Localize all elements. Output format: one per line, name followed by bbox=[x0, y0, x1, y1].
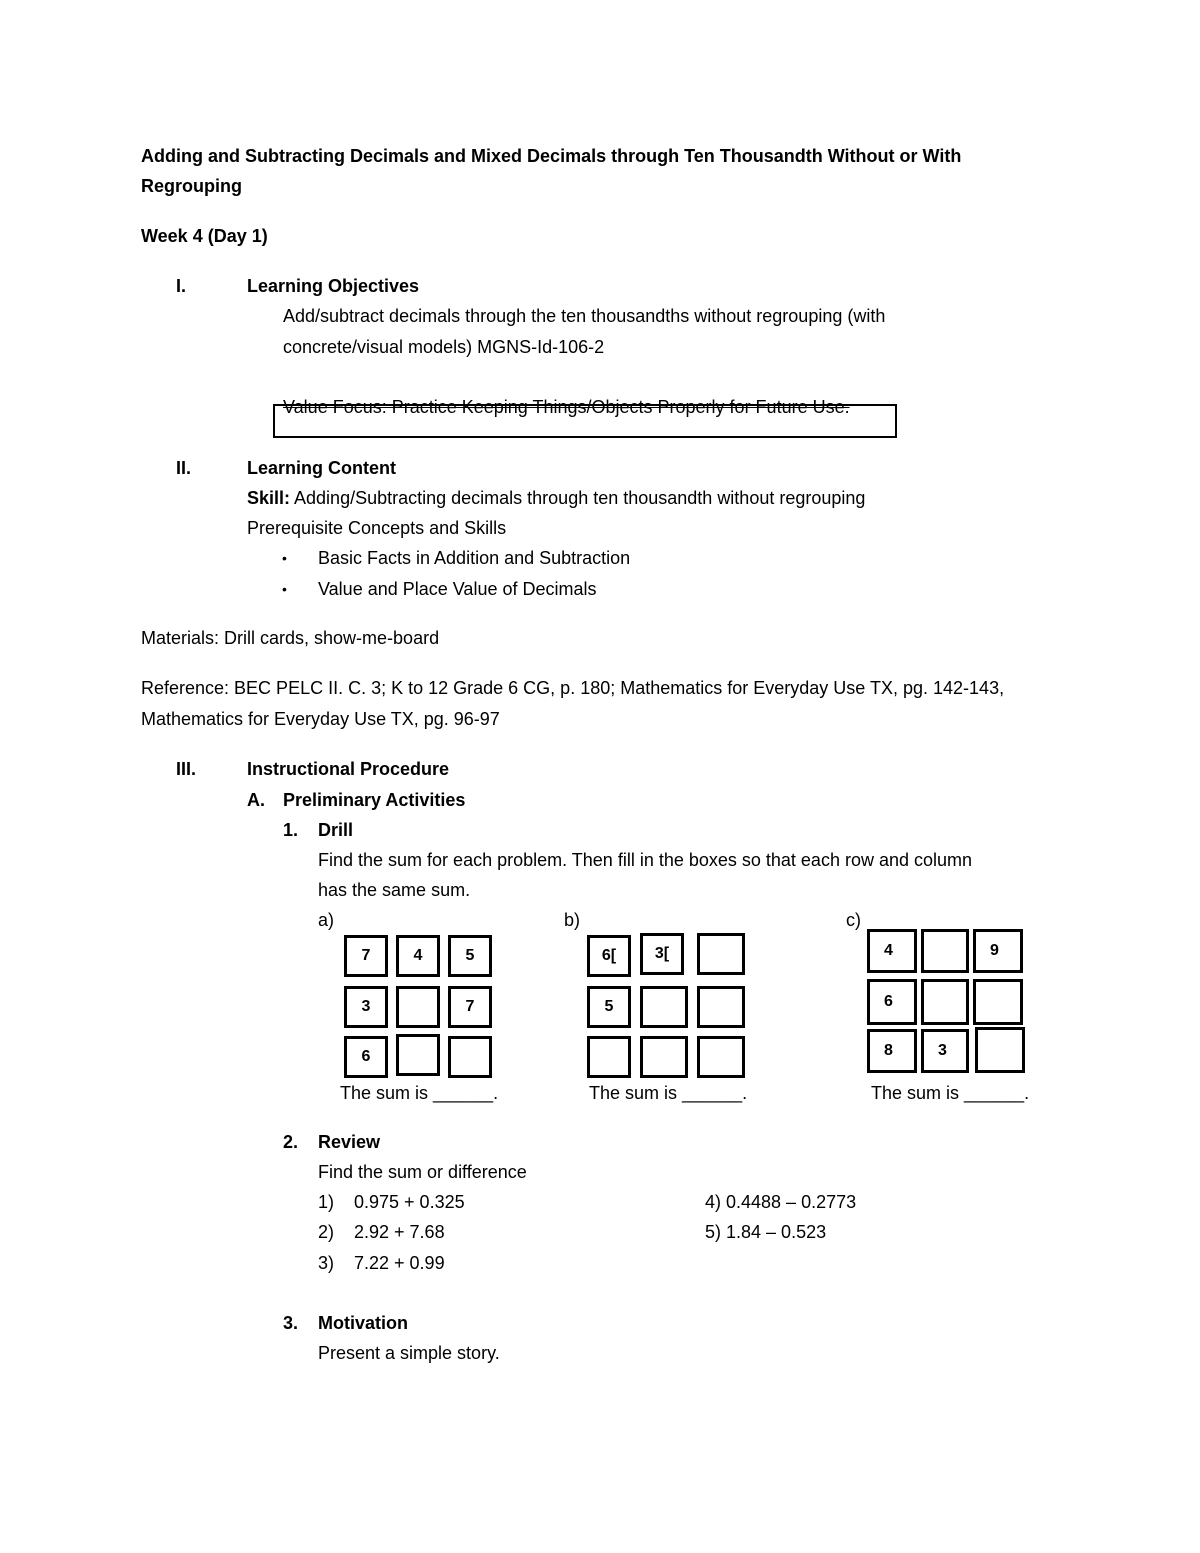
skill-text: Adding/Subtracting decimals through ten thousandth without regrouping bbox=[294, 488, 866, 508]
grid-c-sum: The sum is ______. bbox=[871, 1083, 1030, 1103]
review-item-right: 5) 1.84 – 0.523 bbox=[705, 1222, 827, 1242]
grid-b-cell bbox=[697, 933, 745, 975]
grid-b-label: b) bbox=[564, 910, 581, 930]
grid-a-cell: 5 bbox=[448, 935, 492, 977]
bullet-dot-icon: • bbox=[282, 581, 287, 597]
grid-b-cell bbox=[640, 986, 688, 1028]
materials-line: Materials: Drill cards, show-me-board bbox=[141, 628, 440, 648]
skill-label: Skill: bbox=[247, 488, 291, 508]
grid-c-cell: 8 bbox=[867, 1029, 917, 1073]
review-item-number: 1) bbox=[318, 1192, 335, 1212]
review-item-expression: 2.92 + 7.68 bbox=[354, 1222, 445, 1242]
grid-c-cell bbox=[921, 979, 969, 1025]
bullet-dot-icon: • bbox=[282, 550, 287, 566]
prerequisite-label: Prerequisite Concepts and Skills bbox=[247, 518, 507, 538]
skill-line bbox=[247, 483, 865, 513]
grid-a-cell: 6 bbox=[344, 1036, 388, 1078]
grid-a-cell bbox=[396, 986, 440, 1028]
grid-a-sum: The sum is ______. bbox=[340, 1083, 499, 1103]
grid-c-label: c) bbox=[846, 910, 861, 930]
review-label: Review bbox=[318, 1132, 381, 1152]
drill-label: Drill bbox=[318, 820, 354, 840]
grid-a-cell: 7 bbox=[344, 935, 388, 977]
drill-instruction-2: has the same sum. bbox=[318, 880, 471, 900]
grid-b-cell bbox=[697, 1036, 745, 1078]
bullet-item-1: Basic Facts in Addition and Subtraction bbox=[318, 548, 631, 568]
value-focus-text: Value Focus: Practice Keeping Things/Objects Properly for Future Use. bbox=[283, 397, 850, 417]
grid-c-cell: 4 bbox=[867, 929, 917, 973]
drill-instruction-1: Find the sum for each problem. Then fill in the boxes so that each row and column bbox=[318, 850, 973, 870]
grid-b-cell: 5 bbox=[587, 986, 631, 1028]
objective-line-1: Add/subtract decimals through the ten thousandths without regrouping (with bbox=[283, 306, 886, 326]
reference-line-2: Mathematics for Everyday Use TX, pg. 96-97 bbox=[141, 709, 500, 729]
review-item-number: 2) bbox=[318, 1222, 335, 1242]
grid-b-cell bbox=[640, 1036, 688, 1078]
review-item-right: 4) 0.4488 – 0.2773 bbox=[705, 1192, 857, 1212]
bullet-item-2: Value and Place Value of Decimals bbox=[318, 579, 597, 599]
section-3-number: III. bbox=[176, 759, 197, 779]
grid-c-cell: 3 bbox=[921, 1029, 969, 1073]
grid-a-label: a) bbox=[318, 910, 335, 930]
review-item-expression: 7.22 + 0.99 bbox=[354, 1253, 445, 1273]
grid-b-cell bbox=[587, 1036, 631, 1078]
review-number: 2. bbox=[283, 1132, 299, 1152]
grid-b-cell: 6[ bbox=[587, 935, 631, 977]
section-2-number: II. bbox=[176, 458, 192, 478]
grid-a-cell bbox=[396, 1034, 440, 1076]
grid-b-sum: The sum is ______. bbox=[589, 1083, 748, 1103]
review-instruction: Find the sum or difference bbox=[318, 1162, 527, 1182]
grid-b-cell: 3[ bbox=[640, 933, 684, 975]
motivation-number: 3. bbox=[283, 1313, 299, 1333]
drill-number: 1. bbox=[283, 820, 299, 840]
grid-c-cell bbox=[973, 979, 1023, 1025]
grid-a-cell: 7 bbox=[448, 986, 492, 1028]
subsection-a-label: Preliminary Activities bbox=[283, 790, 466, 810]
week-label: Week 4 (Day 1) bbox=[141, 226, 268, 246]
grid-c-cell: 6 bbox=[867, 979, 917, 1025]
review-item-number: 3) bbox=[318, 1253, 335, 1273]
section-1-number: I. bbox=[176, 276, 187, 296]
motivation-text: Present a simple story. bbox=[318, 1343, 500, 1363]
grid-c-cell bbox=[975, 1027, 1025, 1073]
grid-a-cell: 3 bbox=[344, 986, 388, 1028]
section-2-heading: Learning Content bbox=[247, 458, 396, 478]
reference-line-1: Reference: BEC PELC II. C. 3; K to 12 Grade 6 CG, p. 180; Mathematics for Everyday Use TX, pg. 142-143, bbox=[141, 678, 1005, 698]
grid-a-cell bbox=[448, 1036, 492, 1078]
grid-a-cell: 4 bbox=[396, 935, 440, 977]
grid-c-cell bbox=[921, 929, 969, 973]
motivation-label: Motivation bbox=[318, 1313, 408, 1333]
grid-b-cell bbox=[697, 986, 745, 1028]
review-item-expression: 0.975 + 0.325 bbox=[354, 1192, 465, 1212]
section-1-heading: Learning Objectives bbox=[247, 276, 420, 296]
subsection-a-letter: A. bbox=[247, 790, 265, 810]
document-title: Adding and Subtracting Decimals and Mixed Decimals through Ten Thousandth Without or With Regrouping bbox=[141, 146, 962, 196]
section-3-heading: Instructional Procedure bbox=[247, 759, 450, 779]
objective-line-2: concrete/visual models) MGNS-Id-106-2 bbox=[283, 337, 605, 357]
grid-c-cell: 9 bbox=[973, 929, 1023, 973]
